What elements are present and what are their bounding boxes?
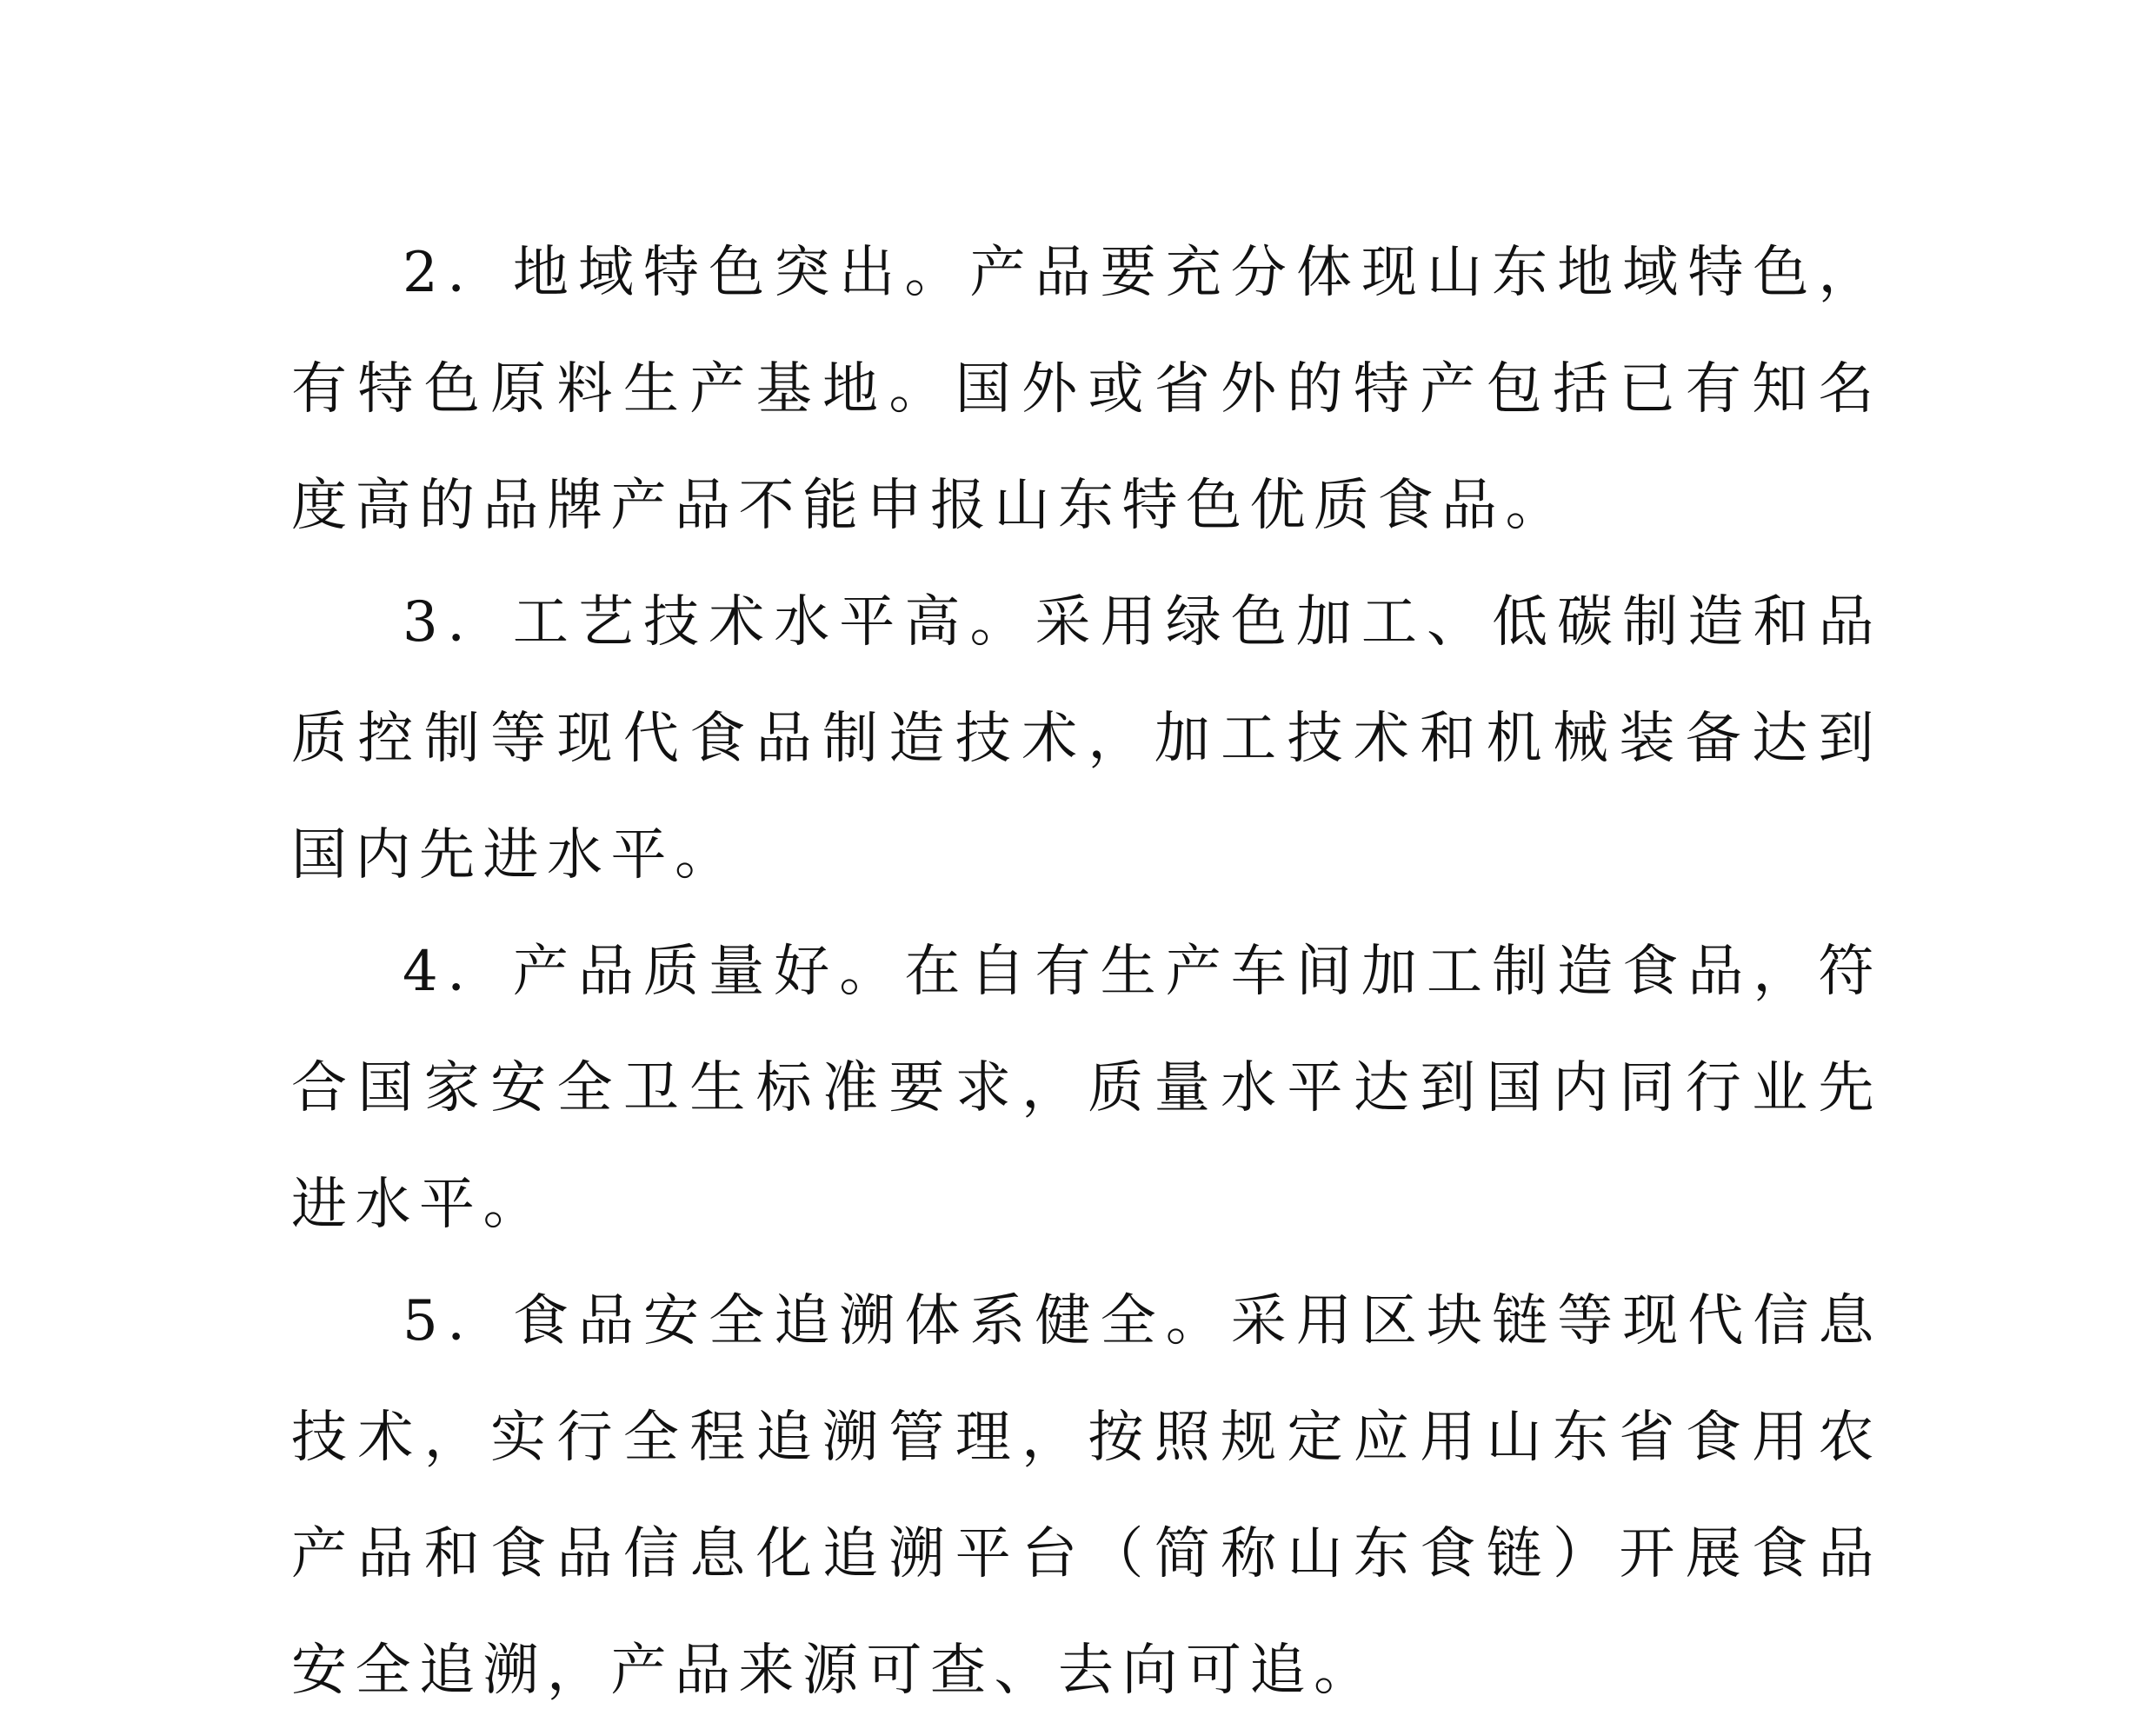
document-body [291, 215, 1882, 1729]
paragraph-product-quality: 4．产品质量好。在自有生产车间加工制造食品，符合国家安全卫生标准要求，质量水平达到国内同行业先进水平。 [291, 940, 1882, 1237]
paragraph-process-technology: 3．工艺技术水平高。采用绿色加工、低碳制造和品质控制等现代食品制造技术，加工技术和机械装备达到国内先进水平。 [291, 590, 1882, 888]
paragraph-regional-characteristics: 2．地域特色突出。产品要充分体现山东地域特色，有特色原料生产基地。国外或省外的特产包括已有知名度高的品牌产品不能申报山东特色优质食品。 [291, 241, 1882, 538]
paragraph-traceability-system: 5．食品安全追溯体系健全。采用区块链等现代信息技术，实行全程追溯管理，按照规定应用山东省食用农产品和食品信息化追溯平台（简称山东食链）开展食品安全追溯，产品来源可查、去向可追。 [291, 1289, 1882, 1703]
